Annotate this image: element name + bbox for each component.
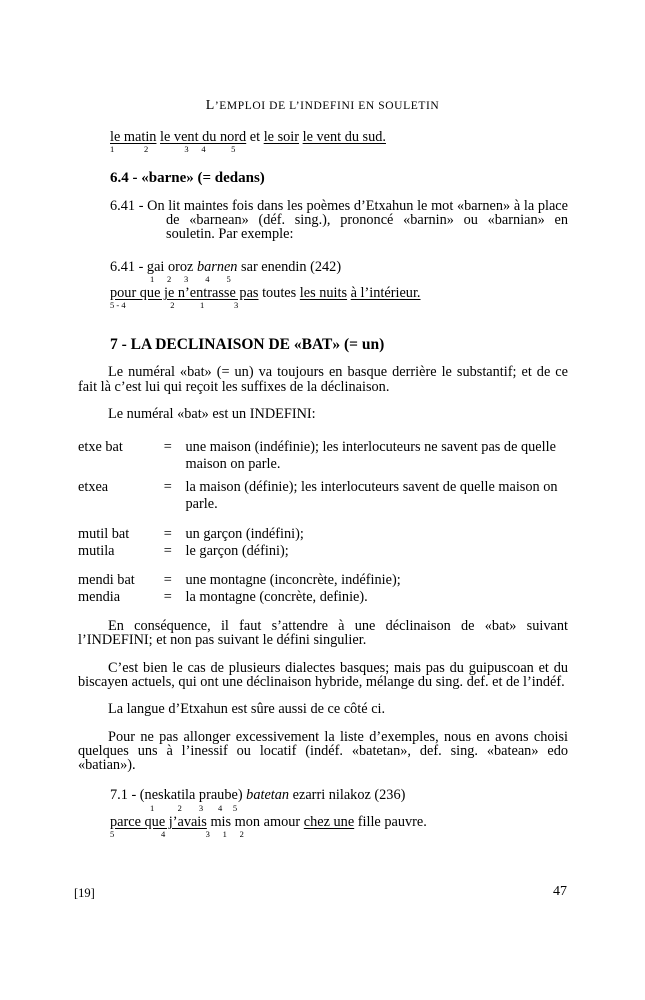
translation-7-1-numbers: 5 4 3 1 2 (110, 829, 244, 840)
paragraph-7-5: La langue d’Etxahun est sûre aussi de ce côté ci. (108, 701, 386, 718)
translation-7-1-segment-1: parce que j’avais (110, 814, 207, 831)
definition-equals: = (163, 525, 172, 542)
translation-6-41-segment-2: toutes (262, 285, 297, 302)
definition-term: mendia (78, 589, 121, 606)
table-row (78, 543, 568, 560)
heading-6-4: 6.4 - «barne» (= dedans) (110, 169, 265, 186)
definition-equals: = (163, 478, 172, 495)
definition-gloss: la montagne (concrète, definie). (185, 589, 368, 606)
table-row (78, 513, 568, 543)
definition-gloss: une montagne (inconcrète, indéfinie); (185, 572, 401, 589)
running-head-text: ’EMPLOI DE L’INDEFINI EN SOULETIN (214, 100, 440, 112)
table-row (78, 473, 568, 513)
translation-7-1 (110, 815, 568, 840)
translation-7-1-segment-2: mis mon amour (210, 814, 301, 831)
example-top-segment-4: le soir (263, 129, 300, 145)
page-number: 47 (553, 884, 567, 899)
example-6-41-numbers: 1 2 3 4 5 (150, 273, 231, 284)
example-6-41-label: 6.41 - gai oroz (110, 258, 194, 275)
definition-gloss: un garçon (indéfini); (185, 525, 304, 542)
example-7-1-rest: ezarri nilakoz (236) (292, 787, 406, 804)
example-top-segment-2: le vent du nord (160, 129, 247, 145)
example-7-1-label: 7.1 - (neskatila praube) (110, 787, 243, 804)
definition-equals: = (163, 542, 172, 559)
paragraph-7-2: Le numéral «bat» est un INDEFINI: (108, 405, 316, 422)
example-top-numbers: 1 2 3 4 5 (110, 144, 236, 155)
example-7-1-numbers: 1 2 3 4 5 (150, 802, 238, 813)
table-row (78, 589, 568, 606)
translation-6-41-segment-3: les nuits (299, 285, 348, 302)
definition-term: etxea (78, 478, 109, 495)
example-7-1-italic: batetan (246, 787, 290, 804)
definition-equals: = (163, 572, 172, 589)
example-6-41-rest: sar enendin (242) (241, 258, 342, 275)
translation-6-41-segment-4: à l’intérieur. (350, 285, 421, 302)
paragraph-7-4: C’est bien le cas de plusieurs dialectes basques; mais pas du guipuscoan et du biscayen actuels, qui ont une déclinaison hybride, mélange du sing. def. et de l’indéf. (78, 659, 568, 690)
translation-7-1-segment-4: fille pauvre. (357, 814, 427, 831)
example-top (110, 130, 568, 155)
definition-term: etxe bat (78, 439, 123, 456)
table-row (78, 559, 568, 589)
definition-equals: = (163, 439, 172, 456)
definition-term: mutil bat (78, 525, 130, 542)
definition-gloss: le garçon (défini); (185, 542, 289, 559)
footer-signature: [19] (74, 886, 95, 900)
definition-equals: = (163, 589, 172, 606)
definition-term: mendi bat (78, 572, 135, 589)
page-body (78, 130, 568, 840)
definition-gloss: la maison (définie); les interlocuteurs savent de quelle maison on parle. (185, 478, 558, 512)
translation-6-41 (110, 286, 568, 311)
example-top-segment-5: le vent du sud. (302, 129, 386, 145)
definition-gloss: une maison (indéfinie); les interlocuteurs ne savent pas de quelle maison on parle. (185, 439, 556, 473)
definitions-table (78, 439, 568, 606)
paragraph-7-3: En conséquence, il faut s’attendre à une déclinaison de «bat» suivant l’INDEFINI; et non pas suivant le défini singulier. (78, 618, 568, 649)
example-7-1 (110, 788, 568, 813)
example-top-segment-1: le matin (110, 129, 157, 145)
running-head (0, 98, 645, 114)
running-head-initial: L (205, 98, 215, 113)
example-top-segment-3: et (249, 129, 261, 145)
translation-6-41-segment-1: pour que je n’entrasse pas (110, 285, 259, 302)
translation-7-1-segment-3: chez une (303, 814, 355, 831)
paragraph-6-41: 6.41 - On lit maintes fois dans les poèmes d’Etxahun le mot «barnen» à la place de «barnean» (déf. sing.), prononcé «barnin» ou «barnian» en souletin. Par exemple: (110, 197, 568, 243)
example-6-41-italic: barnen (196, 258, 238, 275)
translation-6-41-numbers: 5 - 4 2 1 3 (110, 300, 239, 311)
paragraph-7-6: Pour ne pas allonger excessivement la liste d’exemples, nous en avons choisi quelques uns à l’inessif ou locatif (indéf. «batetan», def. sing. «batean» edo «batian»). (78, 728, 568, 774)
paragraph-7-1: Le numéral «bat» (= un) va toujours en basque derrière le substantif; et de ce fait là c’est lui qui reçoit les suffixes de la déclinaison. (78, 364, 568, 395)
example-6-41 (110, 260, 568, 285)
section-title-7: 7 - LA DECLINAISON DE «BAT» (= un) (110, 335, 385, 353)
definition-term: mutila (78, 542, 115, 559)
table-row (78, 439, 568, 473)
